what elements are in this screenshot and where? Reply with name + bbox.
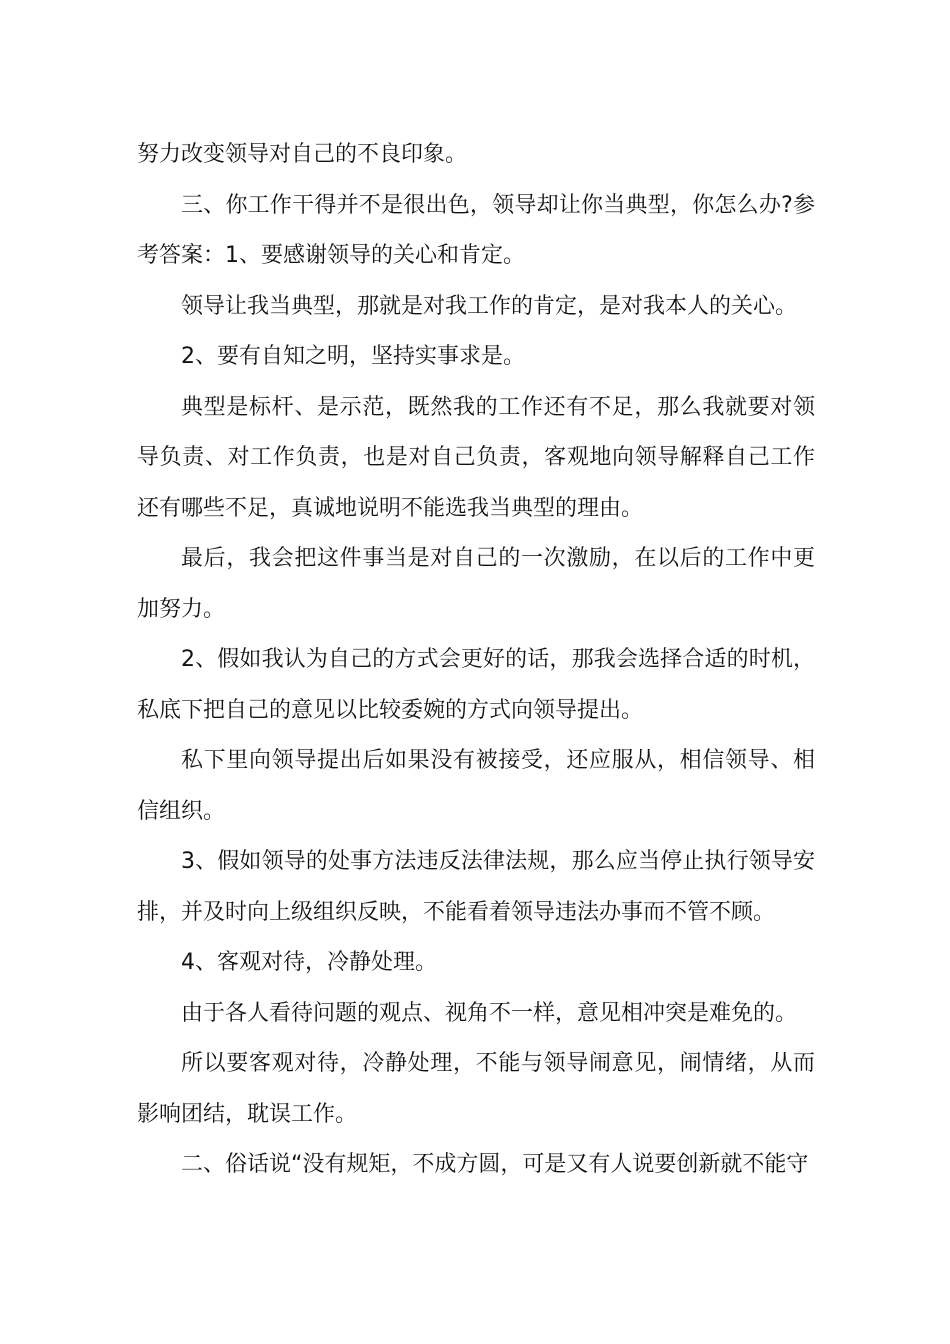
paragraph-2: 三、你工作干得并不是很出色，领导却让你当典型，你怎么办?参考答案：1、要感谢领导的关心和肯定。	[137, 192, 815, 268]
paragraph-6: 最后，我会把这件事当是对自己的一次激励，在以后的工作中更加努力。	[137, 546, 815, 622]
paragraph-9: 3、假如领导的处事方法违反法律法规，那么应当停止执行领导安排，并及时向上级组织反映，不能看着领导违法办事而不管不顾。	[137, 849, 815, 925]
paragraph-7: 2、假如我认为自己的方式会更好的话，那我会选择合适的时机，私底下把自己的意见以比较委婉的方式向领导提出。	[137, 647, 815, 723]
paragraph-4: 2、要有自知之明，坚持实事求是。	[181, 344, 525, 369]
paragraph-10: 4、客观对待，冷静处理。	[181, 950, 437, 975]
paragraph-13: 二、俗话说“没有规矩，不成方圆，可是又有人说要创新就不能守	[181, 1152, 809, 1177]
paragraph-11: 由于各人看待问题的观点、视角不一样，意见相冲突是难免的。	[181, 1000, 798, 1026]
paragraph-3: 领导让我当典型，那就是对我工作的肯定，是对我本人的关心。	[181, 293, 798, 319]
paragraph-5: 典型是标杆、是示范，既然我的工作还有不足，那么我就要对领导负责、对工作负责，也是对自己负责，客观地向领导解释自己工作还有哪些不足，真诚地说明不能选我当典型的理由。	[137, 394, 815, 521]
paragraph-12: 所以要客观对待，冷静处理，不能与领导闹意见，闹情绪，从而影响团结，耽误工作。	[137, 1051, 815, 1127]
paragraph-8: 私下里向领导提出后如果没有被接受，还应服从，相信领导、相信组织。	[137, 748, 815, 824]
paragraph-1: 努力改变领导对自己的不良印象。	[137, 142, 468, 167]
document-body	[137, 130, 815, 1191]
